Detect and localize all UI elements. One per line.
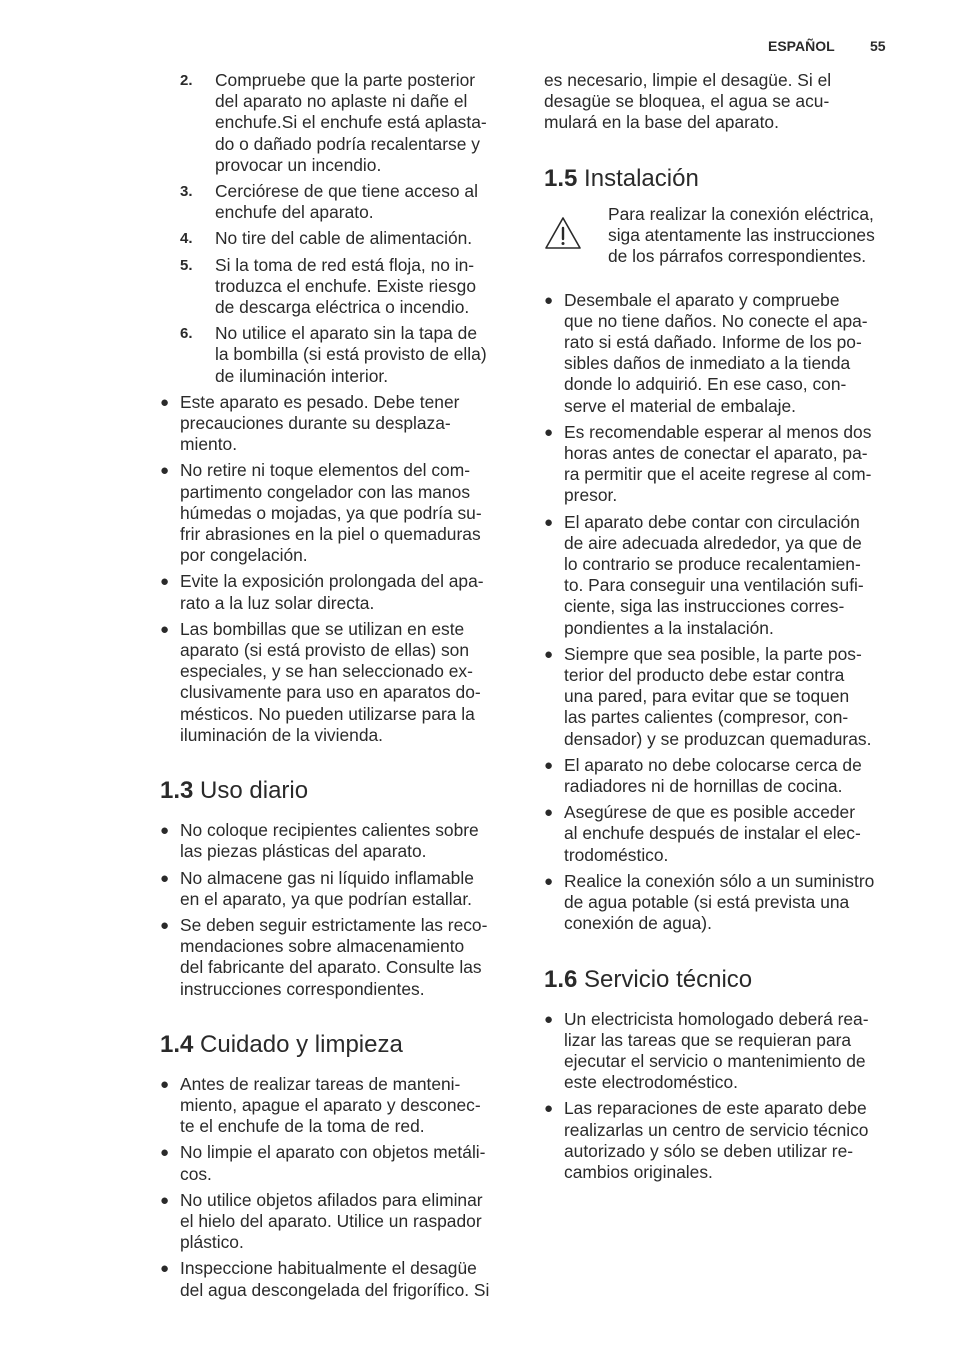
list-item <box>544 644 898 750</box>
item-text: Compruebe que la parte posterior del aparato no aplaste ni dañe el enchufe.Si el enchufe está aplasta- do o dañado podría recalentarse y provocar un incendio. <box>215 70 487 175</box>
right-column <box>544 70 898 1188</box>
section-heading <box>160 776 512 806</box>
section-number: 1.4 <box>160 1030 194 1058</box>
bullet-icon: ● <box>160 1075 170 1093</box>
section-title: Instalación <box>584 164 699 192</box>
list-item <box>160 1142 512 1184</box>
list-item <box>160 1258 512 1300</box>
list-item <box>544 1009 898 1094</box>
bullet-list <box>160 820 512 1000</box>
item-text: Realice la conexión sólo a un suministro de agua potable (si está prevista una conexión de agua). <box>564 870 875 934</box>
item-text: Inspeccione habitualmente el desagüe del agua descongelada del frigorífico. Si <box>180 1258 490 1300</box>
item-text: Evite la exposición prolongada del apa- rato a la luz solar directa. <box>180 571 484 613</box>
page-number: 55 <box>870 38 886 54</box>
item-text: No tire del cable de alimentación. <box>215 228 473 249</box>
left-column <box>160 70 512 1306</box>
warning-triangle-icon <box>544 216 582 250</box>
numbered-list <box>160 70 512 387</box>
bullet-icon: ● <box>160 1191 170 1209</box>
item-text: No limpie el aparato con objetos metáli- cos. <box>180 1142 486 1184</box>
list-item <box>160 868 512 910</box>
bullet-icon: ● <box>544 1100 554 1118</box>
page-header <box>0 38 954 58</box>
numbered-item <box>160 70 512 176</box>
item-text: El aparato debe contar con circulación de aire adecuada alrededor, ya que de lo contrario se produce recalentamien- to. Para conseguir una ventilación sufi- ciente, siga las instrucciones corres- pondientes a la instalación. <box>564 511 864 638</box>
section-heading <box>160 1030 512 1060</box>
item-text: Es recomendable esperar al menos dos horas antes de conectar el aparato, pa- ra permitir que el aceite regrese al com- presor. <box>564 421 872 506</box>
item-text: No coloque recipientes calientes sobre las piezas plásticas del aparato. <box>180 820 479 862</box>
list-item <box>544 290 898 417</box>
section-number: 1.6 <box>544 965 578 993</box>
item-number: 3. <box>180 183 193 201</box>
item-text: Un electricista homologado deberá rea- lizar las tareas que se requieran para ejecutar el servicio o mantenimiento de este electrodoméstico. <box>564 1008 869 1093</box>
item-text: Este aparato es pesado. Debe tener precauciones durante su desplaza- miento. <box>180 391 460 455</box>
bullet-list <box>160 392 512 746</box>
list-item <box>160 915 512 1000</box>
item-text: Las reparaciones de este aparato debe realizarlas un centro de servicio técnico autorizado y sólo se deben utilizar re- cambios originales. <box>564 1098 869 1182</box>
bullet-icon: ● <box>160 916 170 934</box>
item-text: No retire ni toque elementos del com- partimento congelador con las manos húmedas o mojadas, ya que podría su- frir abrasiones en la piel o quemaduras por congelación. <box>180 460 482 566</box>
item-text: Se deben seguir estrictamente las reco- mendaciones sobre almacenamiento del fabricante del aparato. Consulte las instrucciones correspondientes. <box>180 914 488 999</box>
bullet-icon: ● <box>160 1260 170 1278</box>
numbered-item <box>160 228 512 249</box>
item-number: 2. <box>180 72 193 89</box>
item-text: Desembale el aparato y compruebe que no tiene daños. No conecte el apa- rato si está dañado. Informe de los po- sibles daños de inmediato a la tienda donde lo adquirió. En ese caso, con- serve el material de embalaje. <box>564 289 868 416</box>
item-number: 6. <box>180 325 193 343</box>
bullet-icon: ● <box>160 620 170 638</box>
item-number: 4. <box>180 230 193 248</box>
item-text: No utilice objetos afilados para eliminar el hielo del aparato. Utilice un raspador plástico. <box>180 1189 483 1253</box>
list-item <box>544 871 898 935</box>
numbered-item <box>160 181 512 223</box>
bullet-icon: ● <box>544 1010 554 1028</box>
bullet-icon: ● <box>544 872 554 890</box>
list-item <box>160 619 512 746</box>
list-item <box>544 802 898 866</box>
item-text: Asegúrese de que es posible acceder al enchufe después de instalar el elec- trodoméstico. <box>564 802 861 865</box>
list-item <box>160 392 512 456</box>
bullet-icon: ● <box>544 645 554 663</box>
bullet-icon: ● <box>544 513 554 531</box>
warning-text: Para realizar la conexión eléctrica, siga atentamente las instrucciones de los párrafos correspondientes. <box>608 203 875 267</box>
list-item <box>544 512 898 639</box>
list-item <box>160 460 512 566</box>
numbered-item <box>160 323 512 387</box>
section-heading <box>544 164 898 194</box>
bullet-icon: ● <box>544 804 554 822</box>
section-title: Servicio técnico <box>584 965 753 993</box>
bullet-list <box>544 1009 898 1184</box>
item-text: El aparato no debe colocarse cerca de radiadores ni de hornillas de cocina. <box>564 754 862 797</box>
list-item <box>160 571 512 613</box>
bullet-icon: ● <box>160 393 170 411</box>
language-label: ESPAÑOL <box>768 38 835 54</box>
list-item <box>160 820 512 862</box>
bullet-icon: ● <box>160 822 170 840</box>
bullet-list <box>544 290 898 935</box>
list-item <box>544 1098 898 1183</box>
bullet-list <box>160 1074 512 1301</box>
section-heading <box>544 965 898 995</box>
item-text: Las bombillas que se utilizan en este aparato (si está provisto de ellas) son especiales, y se han seleccionado ex- clusivamente para uso en aparatos do- mésticos. No pueden utilizarse para la iluminación de la vivienda. <box>180 618 481 745</box>
bullet-icon: ● <box>544 756 554 774</box>
warning-box <box>544 203 898 267</box>
list-item <box>160 1074 512 1138</box>
item-number: 5. <box>180 256 193 274</box>
section-title: Uso diario <box>200 777 309 805</box>
bullet-icon: ● <box>160 1144 170 1162</box>
item-text: No utilice el aparato sin la tapa de la bombilla (si está provisto de ella) de iluminación interior. <box>215 323 487 386</box>
bullet-icon: ● <box>160 462 170 480</box>
list-item <box>160 1190 512 1254</box>
continuation-text: es necesario, limpie el desagüe. Si el desagüe se bloquea, el agua se acu- mulará en la base del aparato. <box>544 70 832 133</box>
bullet-icon: ● <box>544 291 554 309</box>
bullet-icon: ● <box>544 423 554 441</box>
list-item <box>544 422 898 507</box>
section-number: 1.3 <box>160 777 194 805</box>
item-text: Antes de realizar tareas de manteni- miento, apague el aparato y desconec- te el enchufe de la toma de red. <box>180 1073 481 1137</box>
item-text: Si la toma de red está floja, no in- troduzca el enchufe. Existe riesgo de descarga eléctrica o incendio. <box>215 254 477 318</box>
numbered-item <box>160 255 512 319</box>
section-number: 1.5 <box>544 164 578 192</box>
bullet-icon: ● <box>160 869 170 887</box>
list-item <box>544 755 898 797</box>
item-text: Cerciórese de que tiene acceso al enchufe del aparato. <box>215 181 478 223</box>
item-text: Siempre que sea posible, la parte pos- terior del producto debe estar contra una pared, para evitar que se toquen las partes calientes (compresor, con- densador) y se produzcan quemaduras. <box>564 643 872 749</box>
bullet-icon: ● <box>160 573 170 591</box>
section-title: Cuidado y limpieza <box>200 1030 403 1058</box>
item-text: No almacene gas ni líquido inflamable en el aparato, ya que podrían estallar. <box>180 867 474 909</box>
